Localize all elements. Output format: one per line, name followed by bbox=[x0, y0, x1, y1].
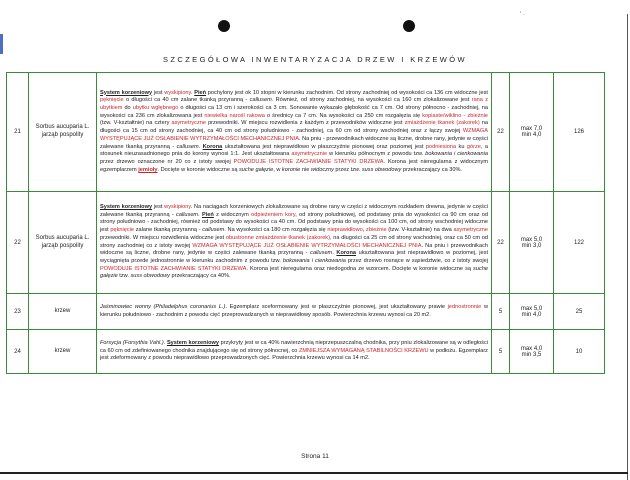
species-cell bbox=[29, 192, 97, 294]
desc-seg: koronie bbox=[281, 166, 301, 173]
desc-seg: do bbox=[122, 104, 133, 111]
row-number: 22 bbox=[7, 192, 29, 294]
page-edge-bottom bbox=[0, 472, 628, 474]
species-latin: Sorbus aucuparia L. bbox=[35, 124, 90, 131]
count-cell: 5 bbox=[492, 330, 510, 374]
desc-seg: w podłożu. Egzemplarz jest zdeformowany z powodu nieprawidłowo przeprowadzonych cięć. Powierzchnia krzewu wynosi ca 14 m2. bbox=[100, 347, 488, 362]
desc-seg: . Na naciągach korzeniowych zlokalizowane są drobne rany w części z widocznym rozkładem drewna, jedynie w części zalewane tkanką przyranną - bbox=[100, 203, 489, 218]
desc-seg: Forsycja (Forsythia Vahl.) bbox=[100, 339, 164, 346]
count-cell: 5 bbox=[492, 294, 510, 330]
circumference-cell: 126 bbox=[554, 73, 605, 192]
desc-seg: w kierunku południowo - zachodnim z powodu cięć przeprowadzanych w nieprawidłowy sposób. Powierzchnia krzewu wynosi ca 20 m2. bbox=[100, 303, 488, 318]
desc-seg: WZMAGA WYSTĘPUJĄCE JUŻ OSŁABIENIE WYTRZYMAŁOŚCI MECHANICZNEJ PNIA bbox=[192, 242, 422, 249]
desc-seg: pochylony jest ok 10 stopni w kierunku zachodnim. Od strony zachodniej od wysokości ca 136 cm widoczne jest bbox=[206, 89, 488, 96]
desc-seg: (tzw. V-kształtnie) na cztery bbox=[100, 120, 172, 127]
table-row bbox=[7, 330, 605, 374]
desc-seg: . Na pniu i przewodnikach widoczne są liczne, drobne rany, jedynie w części zalewane tkanką przyranną - bbox=[100, 242, 488, 257]
desc-seg: suche gałęzie bbox=[100, 265, 488, 280]
desc-seg: System korzeniowy bbox=[100, 89, 153, 96]
desc-seg: , a stosunek nieuzasadnionego pnia do korony wynosi 1:1. Jest ukształtowana bbox=[100, 143, 488, 158]
desc-seg: nie bbox=[300, 166, 311, 173]
desc-seg: widoczny bbox=[310, 166, 334, 173]
dim-min: min 4,0 bbox=[521, 311, 542, 318]
desc-seg: . Na wysokości ca 180 cm rozgałęzia się bbox=[224, 227, 328, 234]
desc-seg: pęknięcie bbox=[110, 227, 135, 234]
desc-seg: suss obwodowy bbox=[130, 273, 170, 280]
desc-seg: , na długości ca 25 cm od strony wschodniej, oraz ca 50 cm od strony zachodniej co z istoty swojej bbox=[100, 234, 488, 249]
desc-seg: bokowania i cienkowania bbox=[425, 151, 489, 158]
desc-seg: , w bbox=[273, 166, 282, 173]
desc-seg: Jaśminowiec wonny (Philadelphus coronarius L.) bbox=[100, 303, 226, 310]
desc-seg: . bbox=[190, 89, 195, 96]
desc-seg: z widocznym bbox=[213, 211, 252, 218]
desc-seg: . Również, od strony zachodniej, na wysokości ca 160 cm zlokalizowane jest bbox=[271, 97, 472, 104]
desc-seg: odpieżeniem kory bbox=[251, 211, 296, 218]
desc-seg: System korzeniowy bbox=[166, 339, 219, 346]
page-number: Strona 11 bbox=[301, 453, 329, 460]
page-edge-right bbox=[627, 14, 628, 480]
desc-seg: asymetryczne bbox=[453, 227, 488, 234]
species-cell bbox=[29, 294, 97, 330]
desc-seg: ukształtowana jest nieprawidłowo w poziomej, jest wyciągnięta przede jednostronnie w kierunku zachodnim z powodu tzw. bbox=[100, 250, 488, 264]
dim-min: min 3,0 bbox=[521, 242, 542, 249]
desc-seg: callusem bbox=[176, 143, 199, 150]
punch-hole-left bbox=[218, 20, 230, 32]
dim-max: max 5,0 bbox=[520, 236, 543, 243]
desc-seg: o średnicy ca 7 cm. Na wysokości ca 250 cm rozgałęzia się bbox=[264, 112, 423, 119]
desc-seg: Korona bbox=[336, 250, 356, 257]
desc-seg: przez drzewo rosnące w sąsiedztwie, co z istoty swojej bbox=[345, 257, 488, 264]
dim-max: max 7,0 bbox=[520, 126, 543, 132]
desc-seg: tzw. bbox=[117, 273, 131, 280]
desc-seg: System korzeniowy bbox=[100, 203, 153, 210]
desc-seg: WZMAGA WYSTĘPUJĄCE JUŻ OSŁABIENIE WYTRZYMAŁOŚCI MECHANICZNEJ PNIA bbox=[100, 128, 488, 142]
circumference-cell: 122 bbox=[554, 192, 605, 294]
desc-seg: asymetryczne bbox=[171, 120, 206, 127]
desc-seg: ku bbox=[456, 143, 467, 150]
desc-seg: podniesiona bbox=[425, 143, 457, 150]
desc-seg: callusem bbox=[249, 97, 272, 104]
corner-mark: ' · bbox=[520, 12, 525, 18]
desc-seg: . Na pniu - przewodnikach widoczne są liczne, drobne rany, jedynie w części zalewane tkanką przyranną - bbox=[100, 135, 489, 150]
desc-seg: rana z ubytkiem bbox=[100, 97, 489, 111]
desc-seg: callusem bbox=[202, 227, 225, 234]
species-polish: jarząb pospolity bbox=[41, 242, 84, 249]
desc-seg: przez bbox=[333, 166, 351, 173]
desc-seg: (tzw. V-kształtnie) na dwa bbox=[386, 227, 454, 234]
row-number: 21 bbox=[7, 73, 29, 192]
desc-seg: . Korona jest nieregularna z widocznym egzemplarzem bbox=[100, 159, 488, 173]
desc-seg: przewodniki. W miejscu rozwidlenia widoczne jest bbox=[100, 234, 226, 241]
desc-seg: tzw. suss obwodowy bbox=[350, 166, 402, 173]
dimension-cell bbox=[510, 192, 554, 294]
table-row bbox=[7, 192, 605, 294]
desc-seg: . bbox=[332, 250, 337, 257]
desc-seg: zbieżnie bbox=[366, 227, 387, 234]
desc-seg: przewodniki. W miejscu rozwidlenia z każdym z przewodników widoczne jest bbox=[205, 120, 405, 127]
desc-seg: kopiaste/wiklino - zbieżnie bbox=[422, 112, 488, 119]
desc-seg: pęknięcie bbox=[100, 97, 124, 104]
desc-seg: . bbox=[198, 143, 203, 150]
desc-seg: zalane tkanką przyranną - bbox=[134, 227, 203, 234]
desc-seg: górze bbox=[466, 143, 481, 150]
desc-seg: . Egzemplarz sceformowany jest w płaszczyźnie pionowej, jest ukształtowany prawie bbox=[225, 303, 448, 310]
dim-max: max 4,0 bbox=[520, 345, 543, 352]
desc-seg: na długości ca 15 cm od strony zachodniej, ca 40 cm od strony południowo - zachodniej, ca 60 cm od strony wschodniej oraz z łączy swojej bbox=[100, 120, 488, 135]
desc-seg: . Korona jest nieregularna oraz niedogodna ze wzorcem. Docięte w koronie widoczne są bbox=[246, 265, 474, 272]
dimension-cell bbox=[510, 73, 554, 192]
description-cell bbox=[97, 330, 492, 374]
desc-seg: suche gałęzie bbox=[239, 166, 274, 173]
desc-seg: zmiażdżenie tkanek (zakorek) bbox=[404, 120, 480, 127]
species-cell bbox=[29, 330, 97, 374]
desc-seg: Pień bbox=[194, 89, 207, 96]
page-title: SZCZEGÓŁOWA INWENTARYZACJA DRZEW I KRZEWÓW bbox=[163, 55, 467, 64]
desc-seg: . Docięte w koronie widoczne są bbox=[157, 166, 239, 173]
species-latin: krzew bbox=[54, 347, 71, 354]
desc-seg: obustronne zmiażdżenie tkanek (zakorek) bbox=[225, 234, 330, 241]
desc-seg: niewielka bbox=[204, 112, 228, 119]
circumference-cell: 10 bbox=[554, 330, 605, 374]
desc-seg: . bbox=[163, 339, 167, 346]
desc-seg: przekraczający ca 30%. bbox=[401, 166, 462, 173]
description-cell bbox=[97, 73, 492, 192]
desc-seg: narośl rakowa bbox=[229, 112, 265, 119]
dim-max: max 5,0 bbox=[520, 305, 543, 312]
dimension-cell bbox=[510, 294, 554, 330]
desc-seg: przez drzewo oznaczone nr 20 co z istoty swojej bbox=[100, 159, 234, 166]
desc-seg: ubytku wgłębnego bbox=[132, 104, 179, 111]
row-number: 23 bbox=[7, 294, 29, 330]
species-polish: jarząb pospolity bbox=[41, 132, 84, 138]
desc-seg: POWODUJE ISTOTNE ZACHWIANIE STATYKI DRZEWA bbox=[100, 265, 247, 272]
desc-seg: nieprawidłowo bbox=[327, 227, 363, 234]
desc-seg: bokowania i cienkowania bbox=[282, 257, 346, 264]
dimension-cell bbox=[510, 330, 554, 374]
table-row bbox=[7, 294, 605, 330]
desc-seg: jednostronnie bbox=[447, 303, 482, 310]
description-cell bbox=[97, 192, 492, 294]
desc-seg: jest bbox=[152, 89, 165, 96]
desc-seg: asymetrycznie bbox=[291, 151, 328, 158]
desc-seg: , od strony południowej, od podstawy pnia do wysokości ca 90 cm oraz od strony południowo - zachodniej, również od podstawy do wysokości ca 40 cm. Od podstawy pnia do wysokości ca 100 cm, od strony wschodniej widoczne jest bbox=[100, 211, 489, 234]
desc-seg: Korona bbox=[202, 143, 223, 150]
desc-seg: wyskipiony bbox=[164, 203, 191, 210]
count-cell: 22 bbox=[492, 73, 510, 192]
desc-seg: callusem bbox=[176, 211, 199, 218]
desc-seg: jemioły bbox=[138, 166, 158, 173]
desc-seg: . bbox=[198, 211, 202, 218]
desc-seg: jest bbox=[152, 203, 165, 210]
desc-seg: POWODUJE ISTOTNE ZACHWIANIE STATYKI DRZEWA bbox=[233, 159, 384, 166]
dim-min: min 3,5 bbox=[521, 351, 542, 358]
desc-seg: o długości ca 40 cm zalane tkanką przyranną - bbox=[123, 97, 250, 104]
circumference-cell: 25 bbox=[554, 294, 605, 330]
description-cell bbox=[97, 294, 492, 330]
desc-seg: przekraczający ca 40%. bbox=[169, 273, 231, 280]
row-number: 24 bbox=[7, 330, 29, 374]
desc-seg: ukształtowana jest nieprawidłowo w płaszczyźnie pionowej oraz poziomej jest bbox=[222, 143, 426, 150]
desc-seg: Pień bbox=[201, 211, 214, 218]
table-row bbox=[7, 73, 605, 192]
desc-seg: przykryty jest w ca 40% nawierzchnią nieprzepuszczalną chodnika, przy pniu zlokalizowane są w odległości ca 60 cm od zdefiniowanego chodnika znajdującego się od strony północnej, co bbox=[100, 339, 489, 354]
dim-min: min 4,0 bbox=[521, 132, 542, 138]
desc-seg: callusem bbox=[310, 250, 333, 257]
desc-seg: ZMNIEJSZA WYMAGANĄ STABILNOŚCI KRZEWU bbox=[298, 347, 429, 354]
species-latin: Sorbus aucuparia L. bbox=[35, 234, 90, 241]
species-cell bbox=[29, 73, 97, 192]
inventory-table bbox=[6, 72, 605, 374]
count-cell: 22 bbox=[492, 192, 510, 294]
scan-edge-mark bbox=[0, 34, 3, 54]
desc-seg: o długości ca 13 cm i szerokości ca 3 cm. Sonowanie wykazało głębokość ca 7 cm. Od strony północno - zachodniej, na wysokości ca 236 cm zlokalizowana jest bbox=[100, 104, 488, 119]
punch-hole-right bbox=[403, 20, 415, 32]
species-latin: krzew bbox=[54, 307, 71, 314]
desc-seg: , bbox=[362, 227, 367, 234]
desc-seg: wyskipiony bbox=[164, 89, 191, 96]
desc-seg: w kierunku północnym z powodu tzw. bbox=[327, 151, 426, 158]
